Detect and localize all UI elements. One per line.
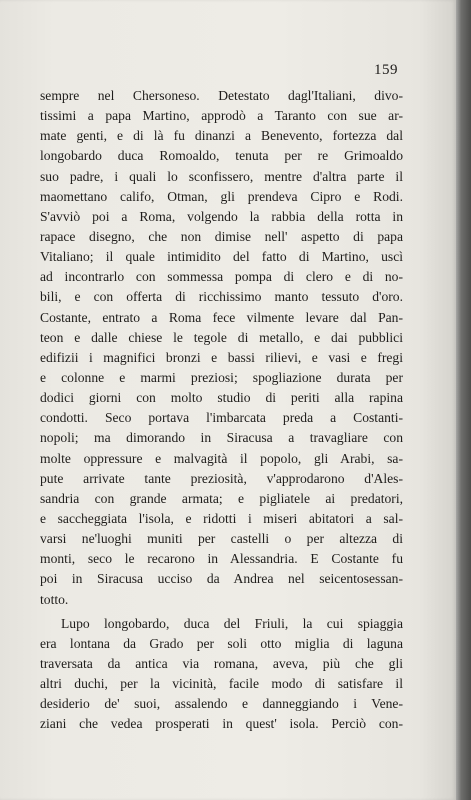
text-line: pute arrivate tante preziosità, v'approdarono d'Ales- [40,470,403,486]
text-line: molte oppressure e malvagità il popolo, gli Arabi, sa- [40,450,403,466]
text-line: nopoli; ma dimorando in Siracusa a travagliare con [40,430,403,446]
text-line: desiderio de' suoi, assalendo e danneggiando i Vene- [40,696,403,712]
text-line: e saccheggiata l'isola, e ridotti i miseri abitatori a sal- [40,510,403,526]
text-line: altri duchi, per la vicinità, facile modo di satisfare il [40,676,403,692]
text-line: e colonne e marmi preziosi; spogliazione durata per [40,369,403,385]
text-line: monti, seco le recarono in Alessandria. E Costante fu [40,551,403,567]
text-line: sempre nel Chersoneso. Detestato dagl'Italiani, divo- [40,88,403,103]
text-line: rapace disegno, che non dimise nell' aspetto di papa [40,228,403,244]
text-line: era lontana da Grado per soli otto miglia di laguna [40,635,403,651]
text-line: varsi ne'luoghi muniti per castelli o per altezza di [40,531,403,547]
paragraph-2 [40,614,403,735]
text-line: S'avviò poi a Roma, volgendo la rabbia della rotta in [40,208,403,224]
text-line: edifizii i magnifici bronzi e bassi rilievi, e vasi e fregi [40,349,403,365]
text-line: sandria con grande armata; e pigliatele ai predatori, [40,490,403,506]
text-line: maomettano califo, Otman, gli prendeva Cipro e Rodi. [40,188,403,204]
paragraph-1 [40,86,403,610]
text-line: longobardo duca Romoaldo, tenuta per re Grimoaldo [40,148,403,164]
text-line: poi in Siracusa ucciso da Andrea nel seicentosessan- [40,571,403,587]
text-line: bili, e con offerta di ricchissimo manto tessuto d'oro. [40,289,403,305]
text-line: suo padre, i quali lo sconfissero, mentre d'altra parte il [40,168,403,184]
text-line: condotti. Seco portava l'imbarcata preda a Costanti- [40,410,403,426]
text-line: ziani che vedea prosperati in quest' isola. Perciò con- [40,716,403,732]
text-line: Vitaliano; il quale intimidito del fatto di Martino, uscì [40,249,403,265]
text-line: mate genti, e di là fu dinanzi a Benevento, fortezza dal [40,128,403,144]
text-line: teon e dalle chiese le tegole di metallo, e dai pubblici [40,329,403,345]
text-line: Lupo longobardo, duca del Friuli, la cui spiaggia [61,615,403,631]
text-line: Costante, entrato a Roma fece vilmente levare dal Pan- [40,309,403,325]
text-line: ad incontrarlo con sommessa pompa di clero e di no- [40,269,403,285]
text-line: dodici giorni con molto studio di periti alla rapina [40,390,403,406]
page-edge-shadow [456,0,471,800]
text-line: tissimi a papa Martino, approdò a Taranto con sue ar- [40,108,403,124]
text-line: traversata da antica via romana, aveva, più che gli [40,655,403,671]
body-text [40,86,403,735]
text-line: totto. [40,591,69,607]
page-number: 159 [374,62,398,78]
